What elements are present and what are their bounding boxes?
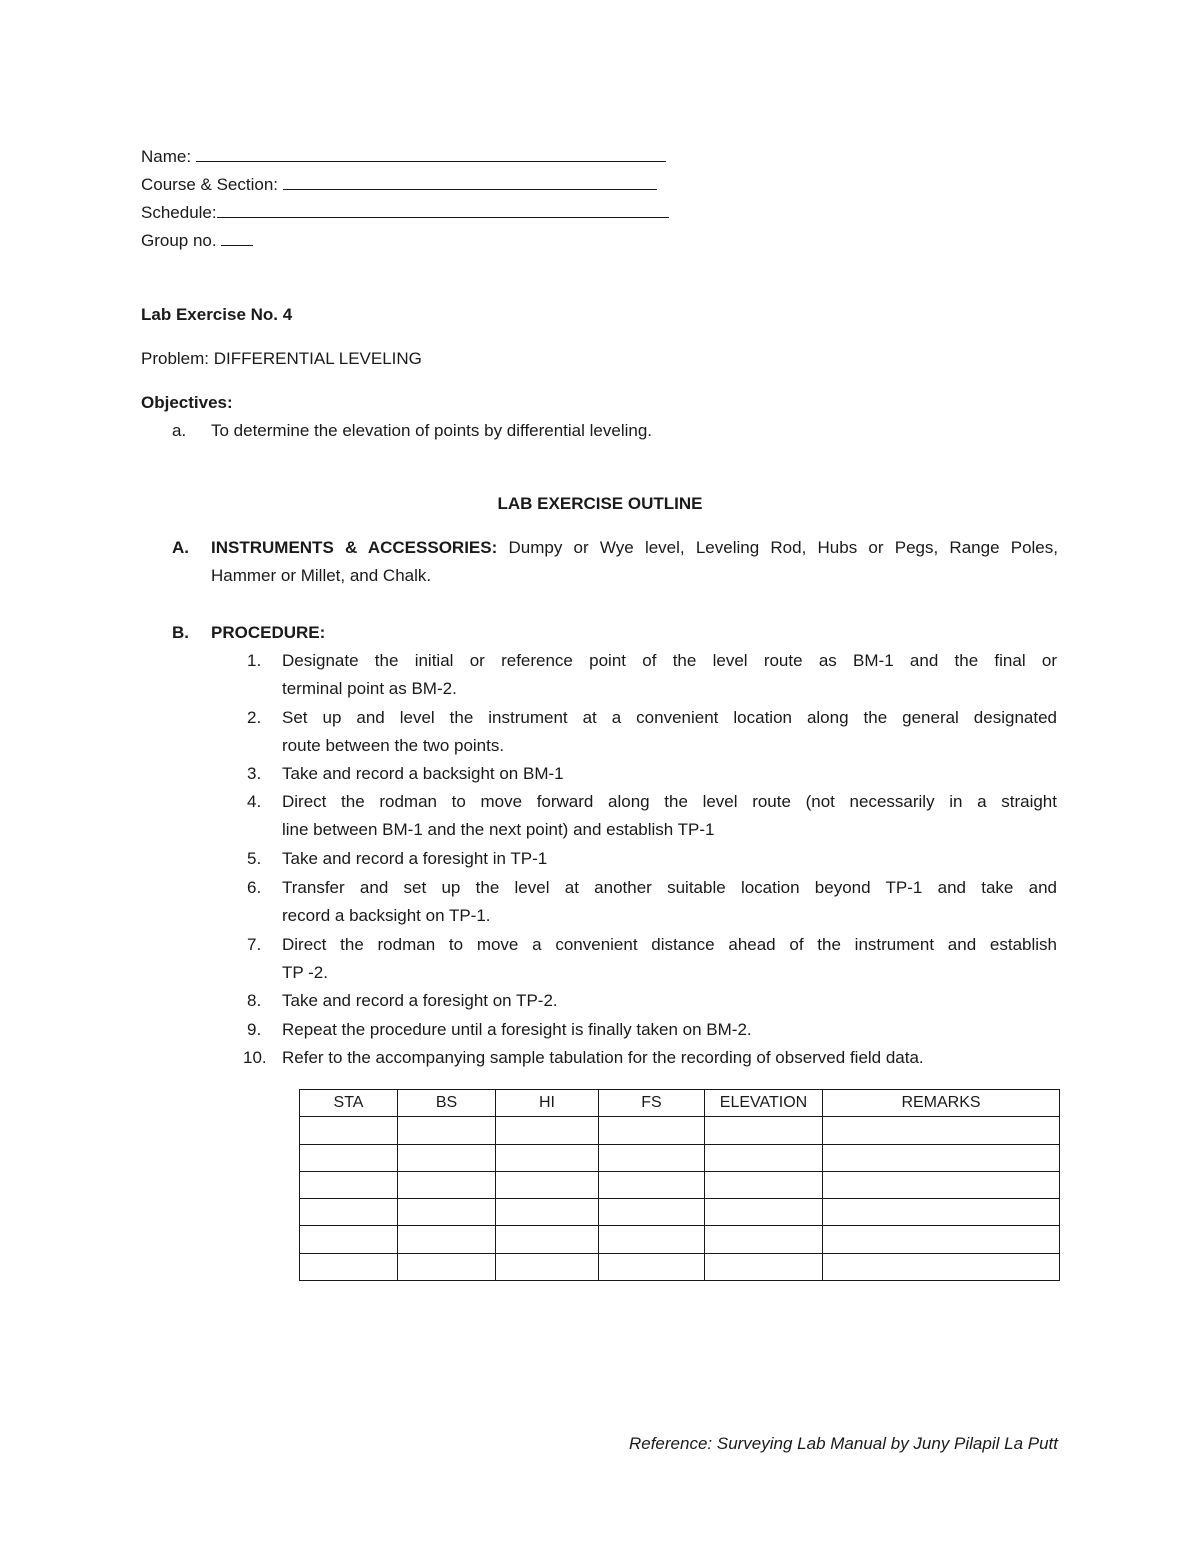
table-cell[interactable]	[398, 1199, 496, 1226]
table-cell[interactable]	[300, 1144, 398, 1171]
step-2-line-1: Set up and level the instrument at a convenient location along the general designated	[282, 708, 1057, 727]
section-b-label: PROCEDURE:	[211, 623, 326, 642]
table-cell[interactable]	[300, 1253, 398, 1280]
header-fs: FS	[599, 1090, 705, 1117]
table-cell[interactable]	[300, 1117, 398, 1144]
header-hi: HI	[496, 1090, 599, 1117]
table-cell[interactable]	[496, 1199, 599, 1226]
step-4-line-2: line between BM-1 and the next point) and establish TP-1	[282, 820, 715, 839]
field-data-table	[299, 1089, 1060, 1281]
table-cell[interactable]	[496, 1144, 599, 1171]
table-cell[interactable]	[599, 1144, 705, 1171]
table-row	[300, 1226, 1060, 1253]
table-cell[interactable]	[398, 1226, 496, 1253]
section-a-marker: A.	[172, 538, 189, 557]
table-cell[interactable]	[705, 1144, 823, 1171]
schedule-blank[interactable]	[217, 202, 669, 218]
table-row	[300, 1199, 1060, 1226]
table-row	[300, 1171, 1060, 1198]
exercise-title: Lab Exercise No. 4	[141, 305, 293, 324]
group-label: Group no.	[141, 231, 217, 250]
table-cell[interactable]	[599, 1117, 705, 1144]
table-cell[interactable]	[599, 1226, 705, 1253]
step-number: 4.	[247, 792, 262, 811]
table-header-row	[300, 1090, 1060, 1117]
table-row	[300, 1144, 1060, 1171]
table-cell[interactable]	[599, 1199, 705, 1226]
step-5-line-1: Take and record a foresight in TP-1	[282, 849, 548, 868]
step-1-line-2: terminal point as BM-2.	[282, 679, 457, 698]
table-row	[300, 1117, 1060, 1144]
table-cell[interactable]	[496, 1226, 599, 1253]
header-remarks: REMARKS	[823, 1090, 1060, 1117]
objectives-label: Objectives:	[141, 393, 233, 412]
table-cell[interactable]	[705, 1253, 823, 1280]
course-section-label: Course & Section:	[141, 175, 279, 194]
table-cell[interactable]	[398, 1171, 496, 1198]
table-cell[interactable]	[300, 1171, 398, 1198]
section-a-line-1	[211, 538, 1058, 558]
table-cell[interactable]	[496, 1171, 599, 1198]
step-number: 10.	[243, 1048, 267, 1067]
section-a-label: INSTRUMENTS & ACCESSORIES:	[211, 538, 498, 557]
step-number: 9.	[247, 1020, 262, 1039]
objective-text: To determine the elevation of points by differential leveling.	[211, 421, 653, 440]
name-field	[141, 146, 666, 167]
table-cell[interactable]	[705, 1171, 823, 1198]
table-cell[interactable]	[398, 1253, 496, 1280]
step-10-line-1: Refer to the accompanying sample tabulation for the recording of observed field data.	[282, 1048, 924, 1067]
header-sta: STA	[300, 1090, 398, 1117]
header-elevation: ELEVATION	[705, 1090, 823, 1117]
table-cell[interactable]	[300, 1199, 398, 1226]
course-section-blank[interactable]	[283, 174, 657, 190]
step-number: 2.	[247, 708, 262, 727]
table-cell[interactable]	[599, 1253, 705, 1280]
step-number: 8.	[247, 991, 262, 1010]
step-6-line-1: Transfer and set up the level at another suitable location beyond TP-1 and take and	[282, 878, 1057, 897]
table-cell[interactable]	[823, 1253, 1060, 1280]
objective-marker: a.	[172, 421, 187, 440]
problem-statement: Problem: DIFFERENTIAL LEVELING	[141, 349, 422, 368]
table-cell[interactable]	[823, 1144, 1060, 1171]
header-bs: BS	[398, 1090, 496, 1117]
table-cell[interactable]	[398, 1117, 496, 1144]
section-b-marker: B.	[172, 623, 189, 642]
step-number: 1.	[247, 651, 262, 670]
table-cell[interactable]	[496, 1117, 599, 1144]
table-cell[interactable]	[705, 1226, 823, 1253]
step-7-line-1: Direct the rodman to move a convenient distance ahead of the instrument and establish	[282, 935, 1057, 954]
step-2-line-2: route between the two points.	[282, 736, 505, 755]
step-3-line-1: Take and record a backsight on BM-1	[282, 764, 564, 783]
table-cell[interactable]	[300, 1226, 398, 1253]
step-9-line-1: Repeat the procedure until a foresight is finally taken on BM-2.	[282, 1020, 752, 1039]
group-field	[141, 230, 253, 251]
step-7-line-2: TP -2.	[282, 963, 328, 982]
step-6-line-2: record a backsight on TP-1.	[282, 906, 491, 925]
outline-title: LAB EXERCISE OUTLINE	[497, 494, 703, 513]
table-cell[interactable]	[823, 1226, 1060, 1253]
step-number: 7.	[247, 935, 262, 954]
step-1-line-1: Designate the initial or reference point of the level route as BM-1 and the final or	[282, 651, 1057, 670]
table-cell[interactable]	[705, 1199, 823, 1226]
reference-note: Reference: Surveying Lab Manual by Juny Pilapil La Putt	[628, 1434, 1058, 1453]
section-a-text: Dumpy or Wye level, Leveling Rod, Hubs or Pegs, Range Poles,	[508, 538, 1058, 557]
table-cell[interactable]	[823, 1117, 1060, 1144]
step-8-line-1: Take and record a foresight on TP-2.	[282, 991, 558, 1010]
step-number: 5.	[247, 849, 262, 868]
name-label: Name:	[141, 147, 192, 166]
section-a-line-2: Hammer or Millet, and Chalk.	[211, 566, 432, 585]
course-section-field	[141, 174, 657, 195]
table-cell[interactable]	[599, 1171, 705, 1198]
step-number: 3.	[247, 764, 262, 783]
table-cell[interactable]	[823, 1199, 1060, 1226]
table-row	[300, 1253, 1060, 1280]
table-cell[interactable]	[705, 1117, 823, 1144]
step-4-line-1: Direct the rodman to move forward along the level route (not necessarily in a straight	[282, 792, 1057, 811]
table-cell[interactable]	[823, 1171, 1060, 1198]
table-cell[interactable]	[496, 1253, 599, 1280]
table-cell[interactable]	[398, 1144, 496, 1171]
group-blank[interactable]	[221, 230, 253, 246]
step-number: 6.	[247, 878, 262, 897]
name-blank[interactable]	[196, 146, 666, 162]
schedule-field	[141, 202, 669, 223]
schedule-label: Schedule:	[141, 203, 217, 222]
